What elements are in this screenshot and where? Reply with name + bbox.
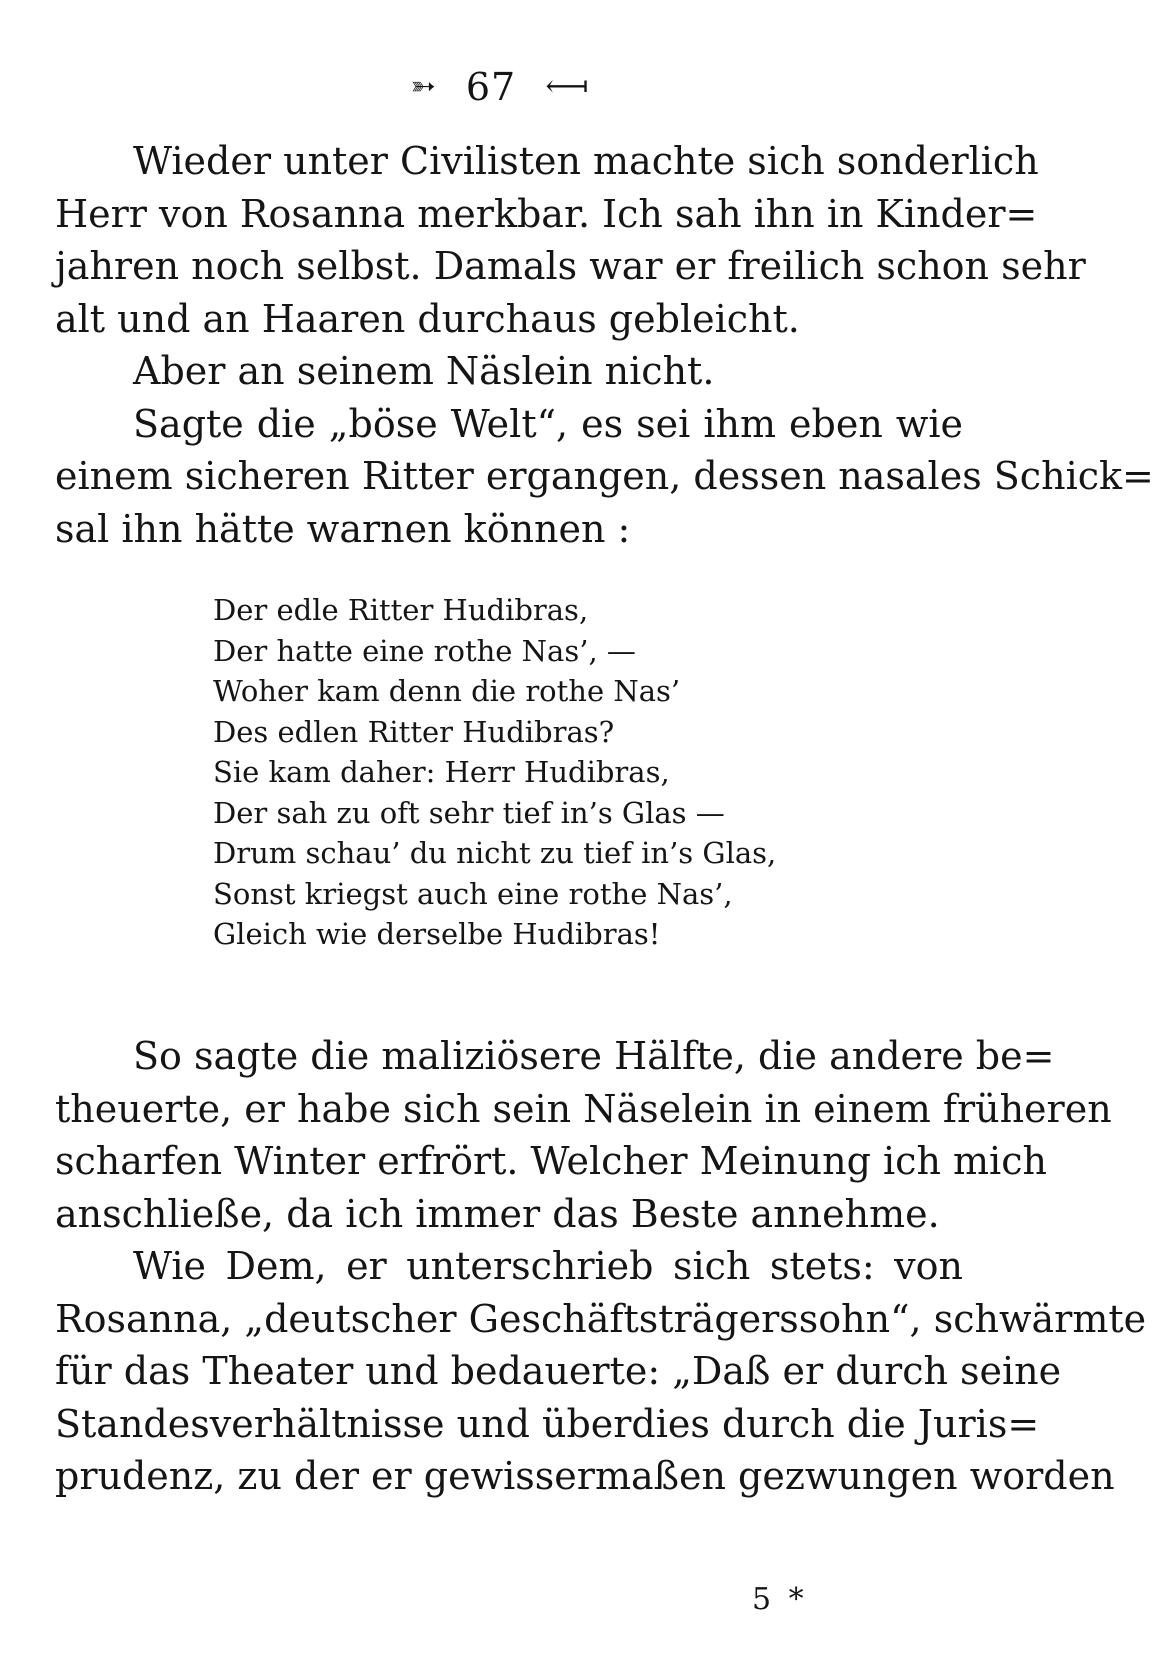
paragraph-line: alt und an Haaren durchaus gebleicht. <box>55 296 800 341</box>
verse-line: Woher kam denn die rothe Nas’ <box>213 674 681 708</box>
paragraph-line: Rosanna, „deutscher Geschäftsträgerssohn“, schwärmte <box>55 1296 1147 1341</box>
verse-line: Drum schau’ du nicht zu tief in’s Glas, <box>213 836 777 870</box>
verse-line: Des edlen Ritter Hudibras? <box>213 714 615 749</box>
paragraph-line: Wie Dem, er unterschrieb sich stets: von <box>133 1244 963 1288</box>
page-header <box>0 58 1000 108</box>
paragraph-line: theuerte, er habe sich sein Näselein in einem früheren <box>55 1086 1112 1131</box>
paragraph-line: für das Theater und bedauerte: „Daß er durch seine <box>55 1349 1062 1393</box>
paragraph-line: Standesverhältnisse und überdies durch die Juris= <box>55 1401 1040 1446</box>
paragraph-line: Aber an seinem Näslein nicht. <box>133 349 715 393</box>
verse-line: Der sah zu oft sehr tief in’s Glas — <box>213 795 725 830</box>
prose-block-top <box>55 135 1154 555</box>
paragraph-line: Sagte die „böse Welt“, es sei ihm eben wie <box>133 401 963 446</box>
verse-line: Sie kam daher: Herr Hudibras, <box>213 755 670 789</box>
paragraph-line: prudenz, zu der er gewissermaßen gezwungen worden <box>55 1454 1115 1498</box>
prose-block-bottom <box>55 1030 1147 1503</box>
verse-line: Sonst kriegst auch eine rothe Nas’, <box>213 876 733 911</box>
paragraph-line: Herr von Rosanna merkbar. Ich sah ihn in Kinder= <box>55 191 1038 236</box>
paragraph-line: Wieder unter Civilisten machte sich sonderlich <box>133 139 1039 183</box>
page-number: 67 <box>465 64 517 109</box>
verse-line: Der hatte eine rothe Nas’, — <box>213 633 636 668</box>
paragraph-line: jahren noch selbst. Damals war er freilich schon sehr <box>55 244 1086 288</box>
signature-mark: 5 * <box>752 1582 808 1617</box>
paragraph-line: So sagte die maliziösere Hälfte, die andere be= <box>133 1034 1055 1078</box>
paragraph-line: einem sicheren Ritter ergangen, dessen nasales Schick= <box>55 454 1154 498</box>
verse-block <box>213 590 776 955</box>
paragraph-line: scharfen Winter erfrört. Welcher Meinung ich mich <box>55 1139 1047 1183</box>
right-ornament-icon: ⟻ <box>545 68 590 104</box>
verse-line: Gleich wie derselbe Hudibras! <box>213 917 661 951</box>
left-ornament-icon: ➳ <box>410 68 437 104</box>
paragraph-line: anschließe, da ich immer das Beste annehme. <box>55 1191 940 1236</box>
verse-line: Der edle Ritter Hudibras, <box>213 593 589 627</box>
paragraph-line: sal ihn hätte warnen können : <box>55 506 631 551</box>
